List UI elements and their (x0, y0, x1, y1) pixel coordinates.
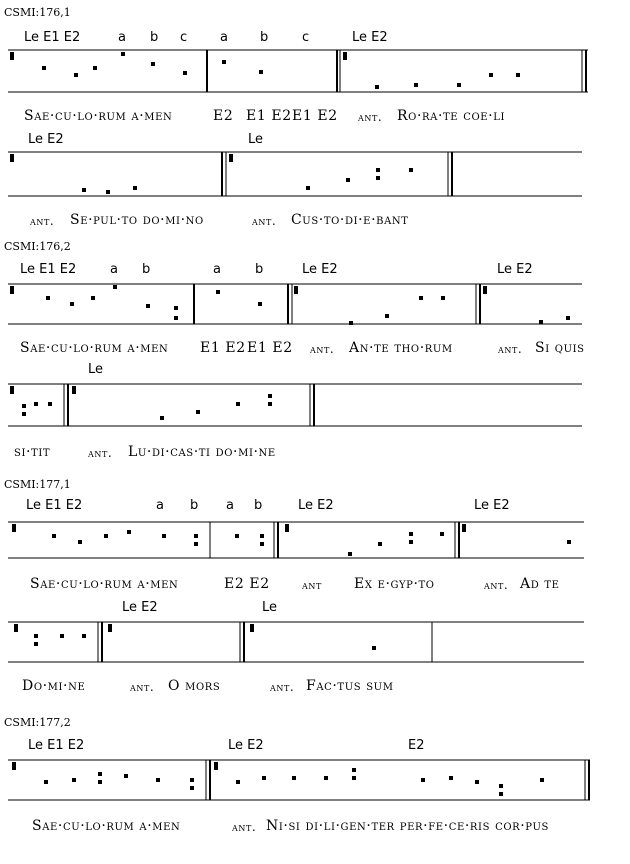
staff (0, 276, 630, 336)
system-label: CSMI:176,1 (4, 6, 71, 19)
section-marker: b (260, 30, 269, 45)
lyric: Do·mi·ne (22, 678, 86, 694)
modal-marker: Le (262, 600, 278, 615)
antiphon-incipit: O mors (168, 678, 221, 694)
antiphon-abbrev: ant. (498, 342, 523, 356)
antiphon-abbrev: ant. (232, 820, 257, 834)
lyric: Sae·cu·lo·rum a·men (32, 818, 181, 834)
lyric: E2 E2 (224, 576, 270, 592)
modal-marker: Le E2 (352, 30, 388, 45)
antiphon-abbrev: ant. (310, 342, 335, 356)
staff (0, 376, 630, 436)
lyric: Sae·cu·lo·rum a·men (24, 108, 173, 124)
system-label: CSMI:176,2 (4, 240, 71, 253)
antiphon-incipit: Ex e·gyp·to (354, 576, 435, 592)
modal-marker: Le E1 E2 (28, 738, 85, 753)
modal-marker: Le E2 (298, 498, 334, 513)
antiphon-incipit: Ad te (520, 576, 560, 592)
modal-marker: Le E2 (228, 738, 264, 753)
modal-marker: Le (88, 362, 104, 377)
staff (0, 612, 630, 672)
antiphon-incipit: Ni·si di·li·gen·ter per·fe·ce·ris cor·pus (266, 818, 549, 834)
antiphon-abbrev: ant. (30, 214, 55, 228)
modal-marker: E2 (408, 738, 425, 753)
antiphon-abbrev: ant. (484, 578, 509, 592)
lyric: E1 E2 (246, 108, 292, 124)
staff (0, 514, 630, 574)
section-marker: b (142, 262, 151, 277)
modal-marker: Le E2 (122, 600, 158, 615)
antiphon-incipit: Cus·to·di·e·bant (291, 212, 409, 228)
modal-marker: Le (248, 132, 264, 147)
section-marker: c (180, 30, 188, 45)
modal-marker: Le E2 (28, 132, 64, 147)
section-marker: c (302, 30, 310, 45)
antiphon-abbrev: ant. (252, 214, 277, 228)
lyric: Sae·cu·lo·rum a·men (20, 340, 169, 356)
antiphon-incipit: Si quis (535, 340, 585, 356)
staff (0, 752, 630, 812)
section-marker: b (255, 262, 264, 277)
modal-marker: Le E2 (302, 262, 338, 277)
modal-marker: Le E1 E2 (24, 30, 81, 45)
section-marker: a (156, 498, 164, 513)
modal-marker: Le E1 E2 (20, 262, 77, 277)
modal-marker: Le E1 E2 (26, 498, 83, 513)
antiphon-incipit: Se·pul·to do·mi·no (70, 212, 204, 228)
antiphon-incipit: Fac·tus sum (306, 678, 394, 694)
antiphon-abbrev: ant. (130, 680, 155, 694)
section-marker: a (118, 30, 126, 45)
section-marker: b (190, 498, 199, 513)
antiphon-incipit: Ro·ra·te coe·li (397, 108, 506, 124)
lyric: E1 E2 (200, 340, 246, 356)
staff (0, 146, 630, 206)
antiphon-abbrev: ant. (270, 680, 295, 694)
staff (0, 40, 630, 100)
section-marker: b (150, 30, 159, 45)
modal-marker: Le E2 (474, 498, 510, 513)
section-marker: a (226, 498, 234, 513)
lyric: E2 (213, 108, 234, 124)
antiphon-abbrev: ant (302, 578, 322, 592)
system-label: CSMI:177,2 (4, 716, 71, 729)
lyric: E1 E2 (292, 108, 338, 124)
section-marker: a (213, 262, 221, 277)
modal-marker: Le E2 (497, 262, 533, 277)
section-marker: a (220, 30, 228, 45)
antiphon-abbrev: ant. (358, 110, 383, 124)
antiphon-incipit: Lu·di·cas·ti do·mi·ne (128, 444, 276, 460)
lyric: E1 E2 (247, 340, 293, 356)
section-marker: a (110, 262, 118, 277)
system-label: CSMI:177,1 (4, 478, 71, 491)
lyric: Sae·cu·lo·rum a·men (30, 576, 179, 592)
antiphon-abbrev: ant. (88, 446, 113, 460)
antiphon-incipit: An·te tho·rum (349, 340, 453, 356)
section-marker: b (254, 498, 263, 513)
lyric: si·tit (14, 444, 51, 460)
